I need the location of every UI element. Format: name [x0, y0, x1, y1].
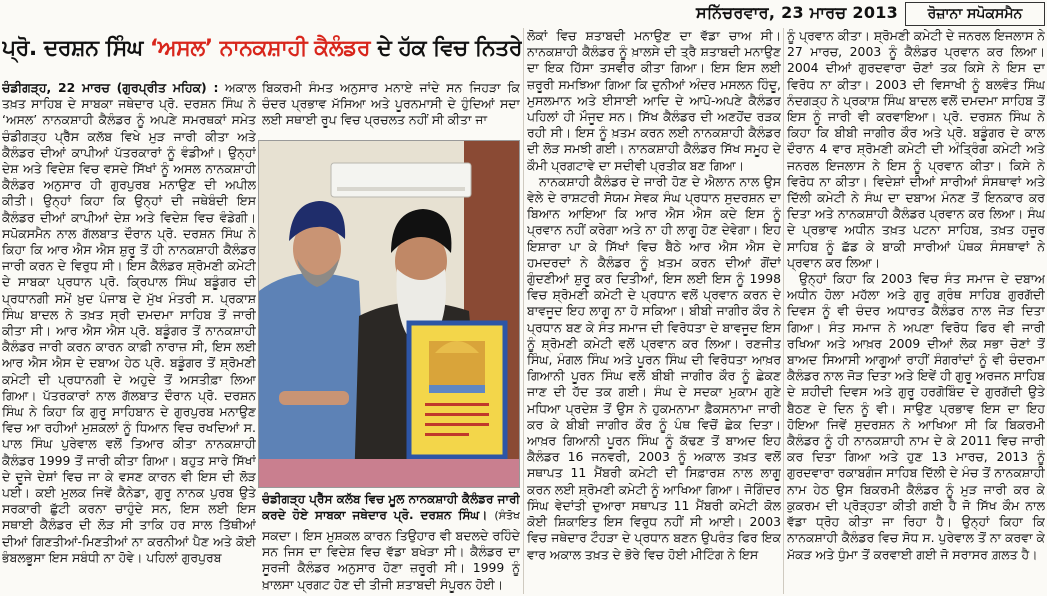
column-2-bottom-text: ਸਕਦਾ। ਇਸ ਮੁਸ਼ਕਲ ਕਾਰਨ ਤਿਉਹਾਰ ਵੀ ਬਦਲਦੇ ਰਹਿੰਦੇ ਸਨ ਜਿਸ ਦਾ ਵਿਦੇਸ਼ ਵਿਚ ਵੱਡਾ ਬਖੇੜਾ ਸੀ। ਕੈਲੰਡਰ ਦਾ ਸੂਰਜੀ ਕੈਲੰਡਰ ਅਨੁਸਾਰ ਹੋਣਾ ਜ਼ਰੂਰੀ ਸੀ। 1999 ਨੂੰ ਖ਼ਾਲਸਾ ਪ੍ਰਗਟ ਹੋਣ ਦੀ ਤੀਜੀ ਸ਼ਤਾਬਦੀ ਸੰਪੂਰਨ ਹੋਈ।: [262, 528, 520, 592]
table-cloth: [259, 459, 520, 488]
poster-text-line: [425, 413, 489, 416]
column-3-paragraph-1: ਲੋਕਾਂ ਵਿਚ ਸ਼ਤਾਬਦੀ ਮਨਾਉਣ ਦਾ ਵੱਡਾ ਚਾਅ ਸੀ। ਨਾਨਕਸ਼ਾਹੀ ਕੈਲੰਡਰ ਨੂੰ ਖ਼ਾਲਸੇ ਦੀ ਤ੍ਰੈ ਸ਼ਤਾਬਦੀ ਮਨਾਉਣ ਦਾ ਇਕ ਹਿੱਸਾ ਤਸਵੀਰ ਕੀਤਾ ਗਿਆ। ਇਸ ਇਸ ਲਈ ਜ਼ਰੂਰੀ ਸਮਝਿਆ ਗਿਆ ਕਿ ਦੁਨੀਆਂ ਅੰਦਰ ਮਸਲਨ ਹਿੰਦੂ, ਮੁਸਲਮਾਨ ਅਤੇ ਈਸਾਈ ਆਦਿ ਦੇ ਆਪੋ-ਅਪਣੇ ਕੈਲੰਡਰ ਪਹਿਲਾਂ ਹੀ ਮੌਜੂਦ ਸਨ। ਸਿੱਖ ਕੈਲੰਡਰ ਦੀ ਅਣਹੋਂਦ ਰੜਕ ਰਹੀ ਸੀ। ਇਸ ਨੂੰ ਖ਼ਤਮ ਕਰਨ ਲਈ ਨਾਨਕਸ਼ਾਹੀ ਕੈਲੰਡਰ ਦੀ ਲੋੜ ਸਮਝੀ ਗਈ। ਨਾਨਕਸ਼ਾਹੀ ਕੈਲੰਡਰ ਸਿੱਖ ਸਮੂਹ ਦੇ ਕੌਮੀ ਪ੍ਰਗਟਾਵੇ ਦਾ ਸਦੀਵੀ ਪ੍ਰਤੀਕ ਬਣ ਗਿਆ।: [527, 28, 781, 173]
column-4-paragraph-2: ਉਨ੍ਹਾਂ ਕਿਹਾ ਕਿ 2003 ਵਿਚ ਸੰਤ ਸਮਾਜ ਦੇ ਦਬਾਅ ਅਧੀਨ ਹੋਲਾ ਮਹੱਲਾ ਅਤੇ ਗੁਰੂ ਗ੍ਰੰਥ ਸਾਹਿਬ ਗੁਰਗੱਦੀ ਦਿਵਸ ਨੂੰ ਵੀ ਚੰਦਰ ਅਧਾਰਤ ਕੈਲੰਡਰ ਨਾਲ ਜੋੜ ਦਿਤਾ ਗਿਆ। ਸੰਤ ਸਮਾਜ ਨੇ ਅਪਣਾ ਵਿਰੋਧ ਫਿਰ ਵੀ ਜਾਰੀ ਰਖਿਆ ਅਤੇ ਆਖ਼ਰ 2009 ਦੀਆਂ ਲੋਕ ਸਭਾ ਚੋਣਾਂ ਤੋਂ ਬਾਅਦ ਸਿਆਸੀ ਆਗੂਆਂ ਰਾਹੀਂ ਸੰਗਰਾਂਦਾਂ ਨੂੰ ਵੀ ਚੰਦਰਮਾ ਕੈਲੰਡਰ ਨਾਲ ਜੋੜ ਦਿਤਾ ਅਤੇ ਇਵੇਂ ਹੀ ਗੁਰੂ ਅਰਜਨ ਸਾਹਿਬ ਦੇ ਸ਼ਹੀਦੀ ਦਿਵਸ ਅਤੇ ਗੁਰੂ ਹਰਗੋਬਿੰਦ ਦੇ ਗੁਰਗੱਦੀ ਉਤੇ ਬੈਠਣ ਦੇ ਦਿਨ ਨੂੰ ਵੀ। ਸਾਉਣ ਪ੍ਰਭਾਵ ਇਸ ਦਾ ਇਹ ਹੋਇਆ ਜਿਵੇਂ ਸੁਦਰਸ਼ਨ ਨੇ ਆਖਿਆ ਸੀ ਕਿ ਬਿਕਰਮੀ ਕੈਲੰਡਰ ਨੂੰ ਹੀ ਨਾਨਕਸ਼ਾਹੀ ਨਾਮ ਦੇ ਕੇ 2011 ਵਿਚ ਜਾਰੀ ਕਰ ਦਿਤਾ ਗਿਆ ਅਤੇ ਹੁਣ 13 ਮਾਰਚ, 2013 ਨੂੰ ਗੁਰਦਵਾਰਾ ਰਕਾਬਗੰਜ ਸਾਹਿਬ ਦਿੱਲੀ ਦੇ ਮੰਚ ਤੋਂ ਨਾਨਕਸ਼ਾਹੀ ਨਾਮ ਹੇਠ ਉਸ ਬਿਕਰਮੀ ਕੈਲੰਡਰ ਨੂੰ ਮੁੜ ਜਾਰੀ ਕਰ ਕੇ ਕੁਕਰਮ ਦੀ ਪ੍ਰੋੜ੍ਹਤਾ ਕੀਤੀ ਗਈ ਹੈ ਜੋ ਸਿੱਖ ਕੌਮ ਨਾਲ ਵੱਡਾ ਧ੍ਰੋਹ ਕੀਤਾ ਜਾ ਰਿਹਾ ਹੈ। ਉਨ੍ਹਾਂ ਕਿਹਾ ਕਿ ਨਾਨਕਸ਼ਾਹੀ ਕੈਲੰਡਰ ਵਿਚ ਸੋਧ ਸ. ਪੁਰੇਵਾਲ ਤੋਂ ਨਾ ਕਰਵਾ ਕੇ ਮੱਕੜ ਅਤੇ ਧੁੰਮਾ ਤੋਂ ਕਰਵਾਈ ਗਈ ਜੋ ਸਰਾਸਰ ਗ਼ਲਤ ਹੈ।: [787, 271, 1045, 562]
article-column-2-bottom: [262, 528, 520, 594]
air-conditioner: [331, 163, 471, 197]
issue-date: ਸਨਿੱਚਰਵਾਰ, 23 ਮਾਰਚ 2013: [696, 3, 899, 22]
poster-text-line: [425, 423, 489, 426]
column-3-paragraph-2: ਨਾਨਕਸ਼ਾਹੀ ਕੈਲੰਡਰ ਦੇ ਜਾਰੀ ਹੋਣ ਦੇ ਐਲਾਨ ਨਾਲ ਉਸ ਵੇਲੇ ਦੇ ਰਾਸ਼ਟਰੀ ਸੋਯਮ ਸੇਵਕ ਸੰਘ ਪ੍ਰਧਾਨ ਸੁਦਰਸ਼ਨ ਦਾ ਬਿਆਨ ਆਇਆ ਕਿ ਆਰ ਐਸ ਐਸ ਕਦੇ ਇਸ ਨੂੰ ਪ੍ਰਵਾਨ ਨਹੀਂ ਕਰੇਗਾ ਅਤੇ ਨਾ ਹੀ ਲਾਗੂ ਹੋਣ ਦੇਵੇਗਾ। ਇਹ ਇਸ਼ਾਰਾ ਪਾ ਕੇ ਸਿੱਖਾਂ ਵਿਚ ਬੈਠੇ ਆਰ ਐਸ ਐਸ ਦੇ ਹਮਦਰਦਾਂ ਨੇ ਕੈਲੰਡਰ ਨੂੰ ਖ਼ਤਮ ਕਰਨ ਦੀਆਂ ਗੋਂਦਾਂ ਗੁੰਦਣੀਆਂ ਸ਼ੁਰੂ ਕਰ ਦਿਤੀਆਂ, ਇਸ ਲਈ ਇਸ ਨੂੰ 1998 ਵਿਚ ਸ਼੍ਰੋਮਣੀ ਕਮੇਟੀ ਦੇ ਪ੍ਰਧਾਨ ਵਲੋਂ ਪ੍ਰਵਾਨ ਕਰਨ ਦੇ ਬਾਵਜੂਦ ਇਹ ਲਾਗੂ ਨਾ ਹੋ ਸਕਿਆ। ਬੀਬੀ ਜਾਗੀਰ ਕੌਰ ਨੇ ਪ੍ਰਧਾਨ ਬਣ ਕੇ ਸੰਤ ਸਮਾਜ ਦੀ ਵਿਰੋਧਤਾ ਦੇ ਬਾਵਜੂਦ ਇਸ ਨੂੰ ਸ਼੍ਰੋਮਣੀ ਕਮੇਟੀ ਵਲੋਂ ਪ੍ਰਵਾਨ ਕਰ ਲਿਆ। ਰਣਜੀਤ ਸਿੰਘ, ਮੰਗਲ ਸਿੰਘ ਅਤੇ ਪੂਰਨ ਸਿੰਘ ਦੀ ਵਿਰੋਧਤਾ ਆਖ਼ਰ ਗਿਆਨੀ ਪੂਰਨ ਸਿੰਘ ਵਲੋਂ ਬੀਬੀ ਜਾਗੀਰ ਕੌਰ ਨੂੰ ਛੇਕਣ ਜਾਣ ਦੀ ਹੱਦ ਤਕ ਗਈ। ਸੰਘ ਦੇ ਸਦਕਾ ਮੁਕਾਮ ਗੁਣੇ ਮਧਿਆ ਪ੍ਰਦੇਸ਼ ਤੋਂ ਉਸ ਨੇ ਹੁਕਮਨਾਮਾ ਫ਼ੈਕਸਨਾਮਾ ਜਾਰੀ ਕਰ ਕੇ ਬੀਬੀ ਜਾਗੀਰ ਕੌਰ ਨੂੰ ਪੰਥ ਵਿਚੋਂ ਛੇਕ ਦਿਤਾ। ਆਖ਼ਰ ਗਿਆਨੀ ਪੂਰਨ ਸਿੰਘ ਨੂੰ ਕੱਢਣ ਤੋਂ ਬਾਅਦ ਇਹ ਕੈਲੰਡਰ 16 ਜਨਵਰੀ, 2003 ਨੂੰ ਅਕਾਲ ਤਖ਼ਤ ਵਲੋਂ ਸਥਾਪਤ 11 ਮੈਂਬਰੀ ਕਮੇਟੀ ਦੀ ਸਿਫ਼ਾਰਸ਼ ਨਾਲ ਲਾਗੂ ਕਰਨ ਲਈ ਸ਼੍ਰੋਮਣੀ ਕਮੇਟੀ ਨੂੰ ਆਖਿਆ ਗਿਆ। ਜੋਗਿੰਦਰ ਸਿੰਘ ਵੇਦਾਂਤੀ ਦੁਆਰਾ ਸਥਾਪਤ 11 ਮੈਂਬਰੀ ਕਮੇਟੀ ਕੋਲ ਕੋਈ ਸ਼ਿਕਾਇਤ ਇਸ ਵਿਰੁਧ ਨਹੀਂ ਸੀ ਆਈ। 2003 ਵਿਚ ਜਥੇਦਾਰ ਟੌਹੜਾ ਦੇ ਪ੍ਰਧਾਨ ਬਣਨ ਉਪਰੰਤ ਫਿਰ ਇਕ ਵਾਰ ਅਕਾਲ ਤਖ਼ਤ ਦੇ ਭੋਰੇ ਵਿਚ ਹੋਈ ਮੀਟਿੰਗ ਨੇ ਇਸ: [527, 173, 781, 562]
dateline: ਚੰਡੀਗੜ੍ਹ, 22 ਮਾਰਚ (ਗੁਰਪ੍ਰੀਤ ਮਹਿਕ) :: [2, 80, 219, 95]
article-column-3: [527, 28, 781, 594]
headline-part-2: ਦੇ ਹੱਕ ਵਿਚ ਨਿਤਰੇ: [370, 36, 522, 61]
left-man-hand: [279, 391, 349, 405]
photo-illustration: [259, 141, 520, 488]
column-1-body: ਅਕਾਲ ਤਖ਼ਤ ਸਾਹਿਬ ਦੇ ਸਾਬਕਾ ਜਥੇਦਾਰ ਪ੍ਰੋ. ਦਰਸ਼ਨ ਸਿੰਘ ਨੇ ‘ਅਸਲ’ ਨਾਨਕਸ਼ਾਹੀ ਕੈਲੰਡਰ ਨੂੰ ਅਪਣੇ ਸਮਰਥਕਾਂ ਸਮੇਤ ਚੰਡੀਗੜ੍ਹ ਪ੍ਰੈੱਸ ਕਲੱਬ ਵਿਖੇ ਮੁੜ ਜਾਰੀ ਕੀਤਾ ਅਤੇ ਕੈਲੰਡਰ ਦੀਆਂ ਕਾਪੀਆਂ ਪੱਤਰਕਾਰਾਂ ਨੂੰ ਵੰਡੀਆਂ। ਉਨ੍ਹਾਂ ਦੇਸ਼ ਅਤੇ ਵਿਦੇਸ਼ ਵਿਚ ਵਸਦੇ ਸਿੱਖਾਂ ਨੂੰ ਅਸਲ ਨਾਨਕਸ਼ਾਹੀ ਕੈਲੰਡਰ ਅਨੁਸਾਰ ਹੀ ਗੁਰਪੁਰਬ ਮਨਾਉਣ ਦੀ ਅਪੀਲ ਕੀਤੀ। ਉਨ੍ਹਾਂ ਕਿਹਾ ਕਿ ਉਨ੍ਹਾਂ ਦੀ ਜਥੇਬੰਦੀ ਇਸ ਕੈਲੰਡਰ ਦੀਆਂ ਕਾਪੀਆਂ ਦੇਸ਼ ਅਤੇ ਵਿਦੇਸ਼ ਵਿਚ ਵੰਡੇਗੀ। ਸਪੋਕਸਮੈਨ ਨਾਲ ਗੱਲਬਾਤ ਦੌਰਾਨ ਪ੍ਰੋ. ਦਰਸ਼ਨ ਸਿੰਘ ਨੇ ਕਿਹਾ ਕਿ ਆਰ ਐਸ ਐਸ ਸ਼ੁਰੂ ਤੋਂ ਹੀ ਨਾਨਕਸ਼ਾਹੀ ਕੈਲੰਡਰ ਜਾਰੀ ਕਰਨ ਦੇ ਵਿਰੁਧ ਸੀ। ਇਸ ਕੈਲੰਡਰ ਸ਼੍ਰੋਮਣੀ ਕਮੇਟੀ ਦੇ ਸਾਬਕਾ ਪ੍ਰਧਾਨ ਪ੍ਰੋ. ਕ੍ਰਿਪਾਲ ਸਿੰਘ ਬਡੂੰਗਰ ਦੀ ਪ੍ਰਧਾਨਗੀ ਸਮੇਂ ਖ਼ੁਦ ਪੰਜਾਬ ਦੇ ਮੁੱਖ ਮੰਤਰੀ ਸ. ਪ੍ਰਕਾਸ਼ ਸਿੰਘ ਬਾਦਲ ਨੇ ਤਖ਼ਤ ਸ੍ਰੀ ਦਮਦਮਾ ਸਾਹਿਬ ਤੋਂ ਜਾਰੀ ਕੀਤਾ ਸੀ। ਆਰ ਐਸ ਐਸ ਪ੍ਰੋ. ਬਡੂੰਗਰ ਤੋਂ ਨਾਨਕਸ਼ਾਹੀ ਕੈਲੰਡਰ ਜਾਰੀ ਕਰਨ ਕਾਰਨ ਕਾਫ਼ੀ ਨਾਰਾਜ਼ ਸੀ, ਇਸ ਲਈ ਆਰ ਐਸ ਐਸ ਦੇ ਦਬਾਅ ਹੇਠ ਪ੍ਰੋ. ਬਡੂੰਗਰ ਤੋਂ ਸ਼੍ਰੋਮਣੀ ਕਮੇਟੀ ਦੀ ਪ੍ਰਧਾਨਗੀ ਦੇ ਅਹੁਦੇ ਤੋਂ ਅਸਤੀਫ਼ਾ ਲਿਆ ਗਿਆ। ਪੱਤਰਕਾਰਾਂ ਨਾਲ ਗੱਲਬਾਤ ਦੌਰਾਨ ਪ੍ਰੋ. ਦਰਸ਼ਨ ਸਿੰਘ ਨੇ ਕਿਹਾ ਕਿ ਗੁਰੂ ਸਾਹਿਬਾਨ ਦੇ ਗੁਰਪੁਰਬ ਮਨਾਉਣ ਵਿਚ ਆ ਰਹੀਆਂ ਮੁਸ਼ਕਲਾਂ ਨੂੰ ਧਿਆਨ ਵਿਚ ਰਖਦਿਆਂ ਸ. ਪਾਲ ਸਿੰਘ ਪੁਰੇਵਾਲ ਵਲੋਂ ਤਿਆਰ ਕੀਤਾ ਨਾਨਕਸ਼ਾਹੀ ਕੈਲੰਡਰ 1999 ਤੋਂ ਜਾਰੀ ਕੀਤਾ ਗਿਆ। ਬਹੁਤ ਸਾਰੇ ਸਿੱਖਾਂ ਦੇ ਦੂਜੇ ਦੇਸ਼ਾਂ ਵਿਚ ਜਾ ਕੇ ਵਸਣ ਕਾਰਨ ਵੀ ਇਸ ਦੀ ਲੋੜ ਪਈ। ਕਈ ਮੁਲਕ ਜਿਵੇਂ ਕੈਨੇਡਾ, ਗੁਰੂ ਨਾਨਕ ਪੁਰਬ ਉਤੇ ਸਰਕਾਰੀ ਛੁੱਟੀ ਕਰਨਾ ਚਾਹੁੰਦੇ ਸਨ, ਇਸ ਲਈ ਇਸ ਸਥਾਈ ਕੈਲੰਡਰ ਦੀ ਲੋੜ ਸੀ ਤਾਕਿ ਹਰ ਸਾਲ ਤਿੱਥੀਆਂ ਦੀਆਂ ਗਿਣਤੀਆਂ-ਮਿਣਤੀਆਂ ਨਾ ਕਰਨੀਆਂ ਪੈਣ ਅਤੇ ਕੋਈ ਭੰਬਲਭੂਸਾ ਇਸ ਸਬੰਧੀ ਨਾ ਹੋਵੇ। ਪਹਿਲਾਂ ਗੁਰਪੁਰਬ: [2, 80, 256, 565]
column-divider: [783, 28, 784, 594]
air-conditioner-vent: [337, 187, 465, 191]
photo-caption-text: ਚੰਡੀਗੜ੍ਹ ਪ੍ਰੈੱਸ ਕਲੱਬ ਵਿਚ ਮੂਲ ਨਾਨਕਸ਼ਾਹੀ ਕੈਲੰਡਰ ਜਾਰੀ ਕਰਦੇ ਹੋਏ ਸਾਬਕਾ ਜਥੇਦਾਰ ਪ੍ਰੋ. ਦਰਸ਼ਨ ਸਿੰਘ।: [262, 492, 520, 522]
photo-caption: [262, 491, 520, 525]
column-2-top-text: ਬਿਕਰਮੀ ਸੰਮਤ ਅਨੁਸਾਰ ਮਨਾਏ ਜਾਂਦੇ ਸਨ ਜਿਹੜਾ ਕਿ ਚੰਦਰ ਪ੍ਰਭਾਵ ਮੱਸਿਆ ਅਤੇ ਪੂਰਨਮਾਸੀ ਦੇ ਹੁੰਦਿਆਂ ਸਦਾ ਲਈ ਸਥਾਈ ਰੂਪ ਵਿਚ ਪ੍ਰਚਲਤ ਨਹੀਂ ਸੀ ਕੀਤਾ ਜਾ: [262, 80, 520, 128]
sarovar-water: [429, 385, 485, 393]
article-column-2-top: [262, 80, 520, 130]
newspaper-masthead: ਰੋਜ਼ਾਨਾ ਸਪੋਕਸਮੈਨ: [905, 2, 1045, 26]
poster-text-line: [425, 403, 489, 406]
column-divider: [523, 28, 524, 594]
photo-credit: (ਸੰਤੋਖ: [494, 509, 520, 522]
column-4-paragraph-1: ਨੂੰ ਪ੍ਰਵਾਨ ਕੀਤਾ। ਸ਼੍ਰੋਮਣੀ ਕਮੇਟੀ ਦੇ ਜਨਰਲ ਇਜਲਾਸ ਨੇ 27 ਮਾਰਚ, 2003 ਨੂੰ ਕੈਲੰਡਰ ਪ੍ਰਵਾਨ ਕਰ ਲਿਆ। 2004 ਦੀਆਂ ਗੁਰਦਵਾਰਾ ਚੋਣਾਂ ਤਕ ਕਿਸੇ ਨੇ ਇਸ ਦਾ ਵਿਰੋਧ ਨਾ ਕੀਤਾ। 2003 ਦੀ ਵਿਸਾਖੀ ਨੂੰ ਬਲਵੰਤ ਸਿੰਘ ਨੰਦਗੜ੍ਹ ਨੇ ਪ੍ਰਕਾਸ਼ ਸਿੰਘ ਬਾਦਲ ਵਲੋਂ ਦਮਦਮਾ ਸਾਹਿਬ ਤੋਂ ਇਸ ਨੂੰ ਜਾਰੀ ਵੀ ਕਰਵਾਇਆ। ਪ੍ਰੋ. ਦਰਸ਼ਨ ਸਿੰਘ ਨੇ ਕਿਹਾ ਕਿ ਬੀਬੀ ਜਾਗੀਰ ਕੌਰ ਅਤੇ ਪ੍ਰੋ. ਬਡੂੰਗਰ ਦੇ ਕਾਲ ਦੌਰਾਨ 4 ਵਾਰ ਸ਼੍ਰੋਮਣੀ ਕਮੇਟੀ ਦੀ ਅੰਤ੍ਰਿੰਗ ਕਮੇਟੀ ਅਤੇ ਜਨਰਲ ਇਜਲਾਸ ਨੇ ਇਸ ਨੂੰ ਪ੍ਰਵਾਨ ਕੀਤਾ। ਕਿਸੇ ਨੇ ਵਿਰੋਧ ਨਾ ਕੀਤਾ। ਵਿਦੇਸ਼ਾਂ ਦੀਆਂ ਸਾਰੀਆਂ ਸੰਸਥਾਵਾਂ ਅਤੇ ਦਿੱਲੀ ਕਮੇਟੀ ਨੇ ਸੰਘ ਦਾ ਦਬਾਅ ਮੰਨਣ ਤੋਂ ਇਨਕਾਰ ਕਰ ਦਿਤਾ ਅਤੇ ਨਾਨਕਸ਼ਾਹੀ ਕੈਲੰਡਰ ਪ੍ਰਵਾਨ ਕਰ ਲਿਆ। ਸੰਘ ਦੇ ਪ੍ਰਭਾਵ ਅਧੀਨ ਤਖ਼ਤ ਪਟਨਾ ਸਾਹਿਬ, ਤਖ਼ਤ ਹਜ਼ੂਰ ਸਾਹਿਬ ਨੂੰ ਛੱਡ ਕੇ ਬਾਕੀ ਸਾਰੀਆਂ ਪੰਥਕ ਸੰਸਥਾਵਾਂ ਨੇ ਪ੍ਰਵਾਨ ਕਰ ਲਿਆ।: [787, 28, 1045, 270]
poster-text-line: [425, 433, 469, 436]
news-photo: [258, 140, 520, 488]
headline-part-1: ਪ੍ਰੋ. ਦਰਸ਼ਨ ਸਿੰਘ: [2, 36, 150, 61]
left-man-shirt: [259, 273, 369, 488]
headline: [2, 26, 522, 74]
article-column-1: [2, 80, 256, 594]
headline-highlight: ‘ਅਸਲ’ ਨਾਨਕਸ਼ਾਹੀ ਕੈਲੰਡਰ: [149, 36, 371, 61]
article-column-4: [787, 28, 1045, 594]
